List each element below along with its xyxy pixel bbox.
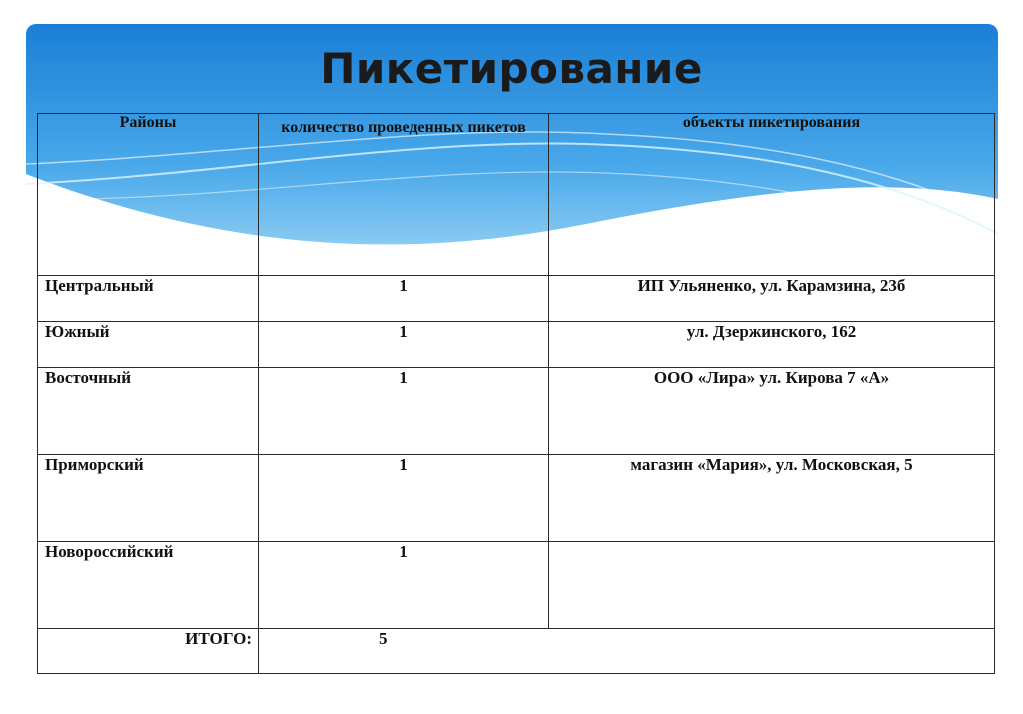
object-cell: ООО «Лира» ул. Кирова 7 «А» [549,368,995,455]
district-cell: Центральный [38,276,259,322]
page-title: Пикетирование [320,44,703,93]
table-row [38,542,995,629]
district-cell: Южный [38,322,259,368]
district-cell: Новороссийский [38,542,259,629]
count-cell: 1 [259,276,549,322]
table-row [38,368,995,455]
object-cell: ИП Ульяненко, ул. Карамзина, 23б [549,276,995,322]
object-cell: магазин «Мария», ул. Московская, 5 [549,455,995,542]
object-cell [549,542,995,629]
header-objects: объекты пикетирования [549,114,995,276]
count-cell: 1 [259,455,549,542]
header-count: количество проведенных пикетов [259,114,549,276]
count-cell: 1 [259,322,549,368]
total-label: ИТОГО: [38,629,259,674]
object-cell: ул. Дзержинского, 162 [549,322,995,368]
count-cell: 1 [259,542,549,629]
table-header-row [38,114,995,276]
total-value: 5 [259,629,995,674]
table-row [38,322,995,368]
district-cell: Приморский [38,455,259,542]
header-district: Районы [38,114,259,276]
count-cell: 1 [259,368,549,455]
total-row [38,629,995,674]
picketing-table [37,113,995,674]
district-cell: Восточный [38,368,259,455]
table-row [38,276,995,322]
table-row [38,455,995,542]
